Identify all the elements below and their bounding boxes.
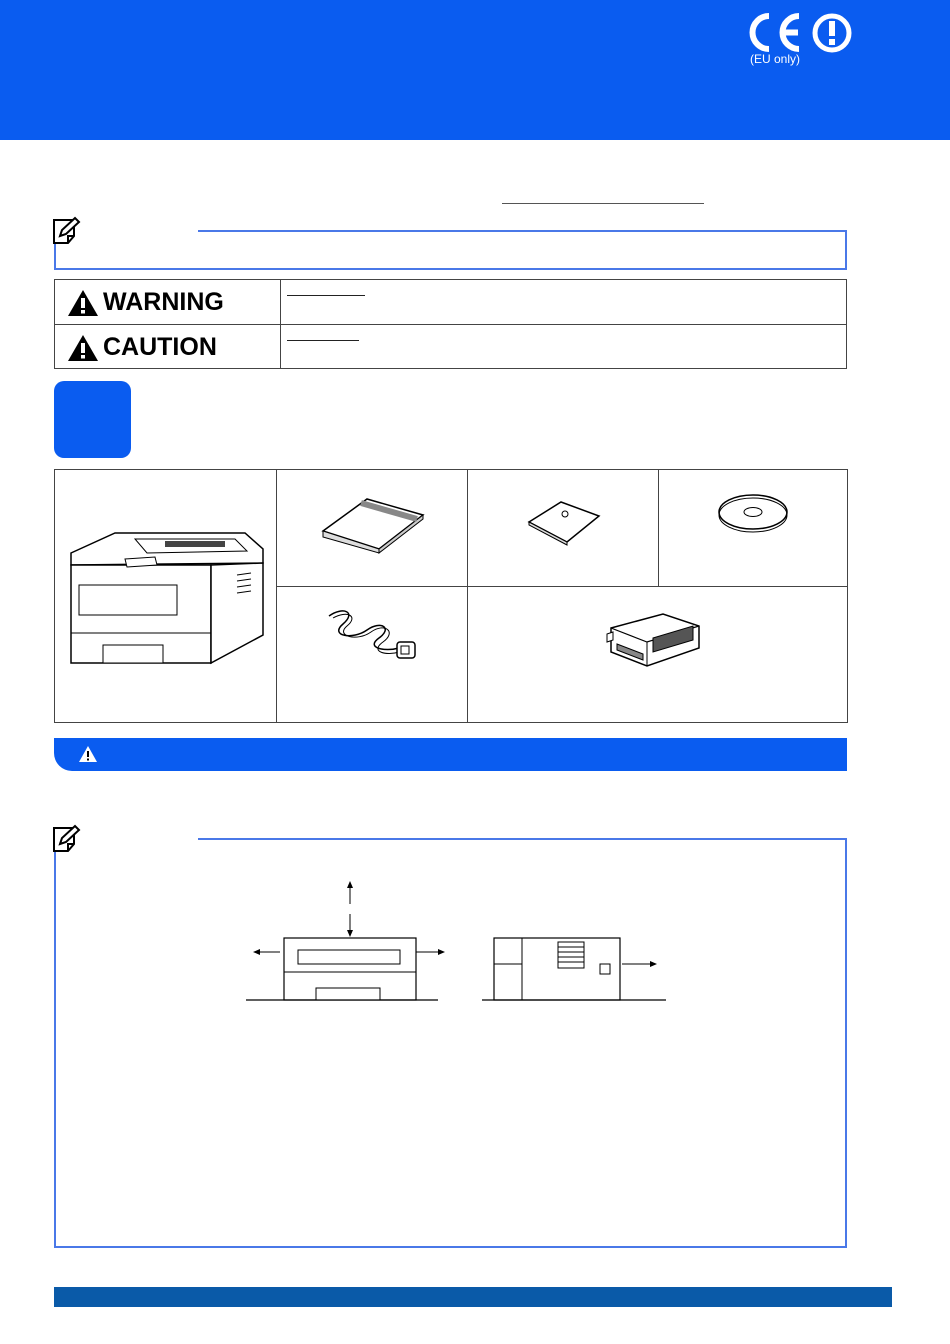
- clearance-front-view: [240, 878, 450, 1004]
- note-pencil-icon: [52, 824, 82, 854]
- warning-row: [55, 280, 846, 324]
- caution-text-line: [287, 340, 359, 341]
- eu-only-note: (EU only): [750, 52, 801, 66]
- footer-bar: [54, 1287, 892, 1307]
- box-contents-grid: [54, 469, 848, 723]
- safety-legend-table: [54, 279, 847, 369]
- note-pencil-icon: [52, 216, 82, 246]
- drum-toner-illustration: [603, 608, 707, 678]
- cd-rom-illustration: [713, 488, 793, 538]
- warning-label: WARNING: [103, 288, 224, 316]
- warning-text-line: [287, 295, 365, 296]
- ce-mark-icon: [745, 10, 805, 55]
- clearance-side-view: [480, 930, 670, 1004]
- note-box-top: [54, 230, 847, 270]
- banner-warning-icon: [78, 745, 98, 763]
- power-cord-illustration: [323, 608, 419, 670]
- printer-illustration: [65, 525, 270, 670]
- url-underline: [502, 203, 704, 204]
- warning-triangle-icon: [67, 289, 99, 317]
- caution-triangle-icon: [67, 334, 99, 362]
- caution-label: CAUTION: [103, 333, 217, 361]
- caution-row: [55, 325, 846, 369]
- alert-circle-icon: [812, 13, 852, 53]
- note-box-clearance: [54, 838, 847, 1248]
- manual-booklet-illustration: [317, 495, 429, 555]
- step-number-badge: [54, 381, 131, 458]
- caution-banner: [54, 738, 847, 771]
- header-band: [0, 0, 950, 140]
- leaflet-illustration: [525, 498, 605, 548]
